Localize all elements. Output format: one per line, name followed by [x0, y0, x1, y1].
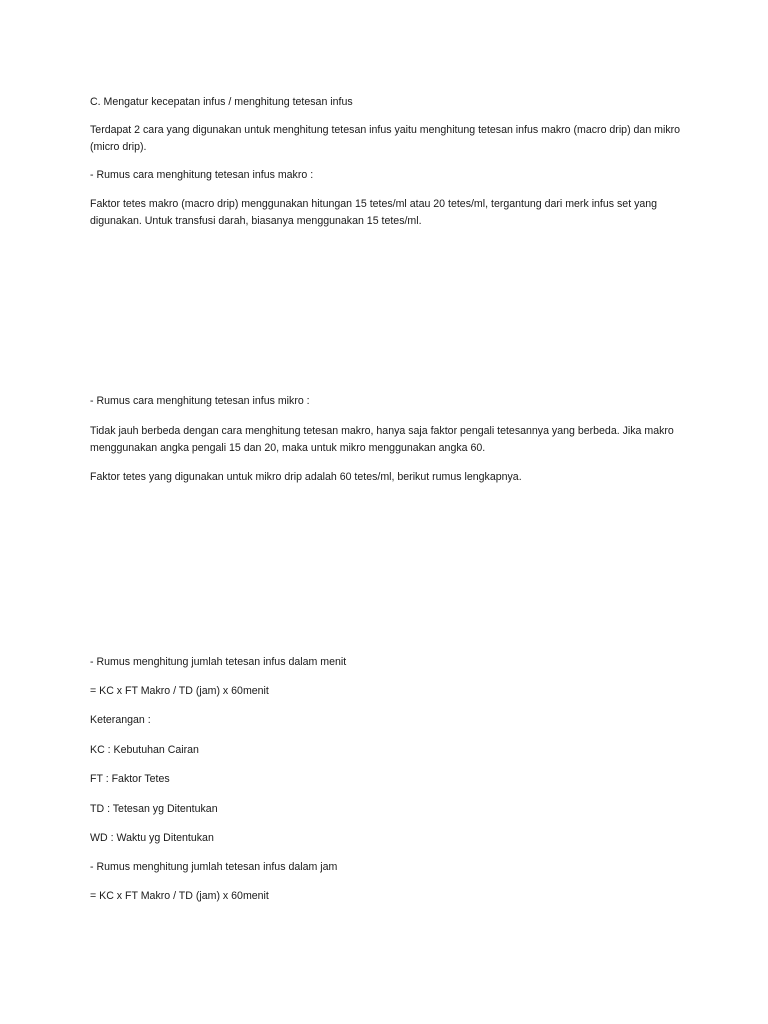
- makro-description: Faktor tetes makro (macro drip) menggunakan hitungan 15 tetes/ml atau 20 tetes/ml, tergantung dari merk infus set yang digunakan. Untuk transfusi darah, biasanya menggunakan 15 tetes/ml.: [90, 198, 658, 227]
- mikro-formula-title: - Rumus cara menghitung tetesan infus mikro :: [90, 395, 310, 407]
- mikro-description: Tidak jauh berbeda dengan cara menghitung tetesan makro, hanya saja faktor pengali tetesannya yang berbeda. Jika makro menggunakan angka pengali 15 dan 20, maka untuk mikro menggunakan angka 60.: [90, 425, 674, 454]
- jam-formula: = KC x FT Makro / TD (jam) x 60menit: [90, 890, 269, 902]
- intro-paragraph: Terdapat 2 cara yang digunakan untuk menghitung tetesan infus yaitu menghitung tetesan infus makro (macro drip) dan mikro (micro drip).: [90, 124, 681, 153]
- mikro-factor-paragraph: Faktor tetes yang digunakan untuk mikro drip adalah 60 tetes/ml, berikut rumus lengkapnya.: [90, 471, 522, 483]
- keterangan-label: Keterangan :: [90, 714, 151, 726]
- makro-formula-title: - Rumus cara menghitung tetesan infus makro :: [90, 169, 314, 181]
- section-heading: C. Mengatur kecepatan infus / menghitung tetesan infus: [90, 96, 353, 108]
- legend-ft: FT : Faktor Tetes: [90, 773, 170, 785]
- legend-td: TD : Tetesan yg Ditentukan: [90, 803, 218, 815]
- jam-formula-title: - Rumus menghitung jumlah tetesan infus dalam jam: [90, 861, 338, 873]
- legend-wd: WD : Waktu yg Ditentukan: [90, 832, 214, 844]
- menit-formula-title: - Rumus menghitung jumlah tetesan infus dalam menit: [90, 656, 347, 668]
- legend-kc: KC : Kebutuhan Cairan: [90, 744, 199, 756]
- menit-formula: = KC x FT Makro / TD (jam) x 60menit: [90, 685, 269, 697]
